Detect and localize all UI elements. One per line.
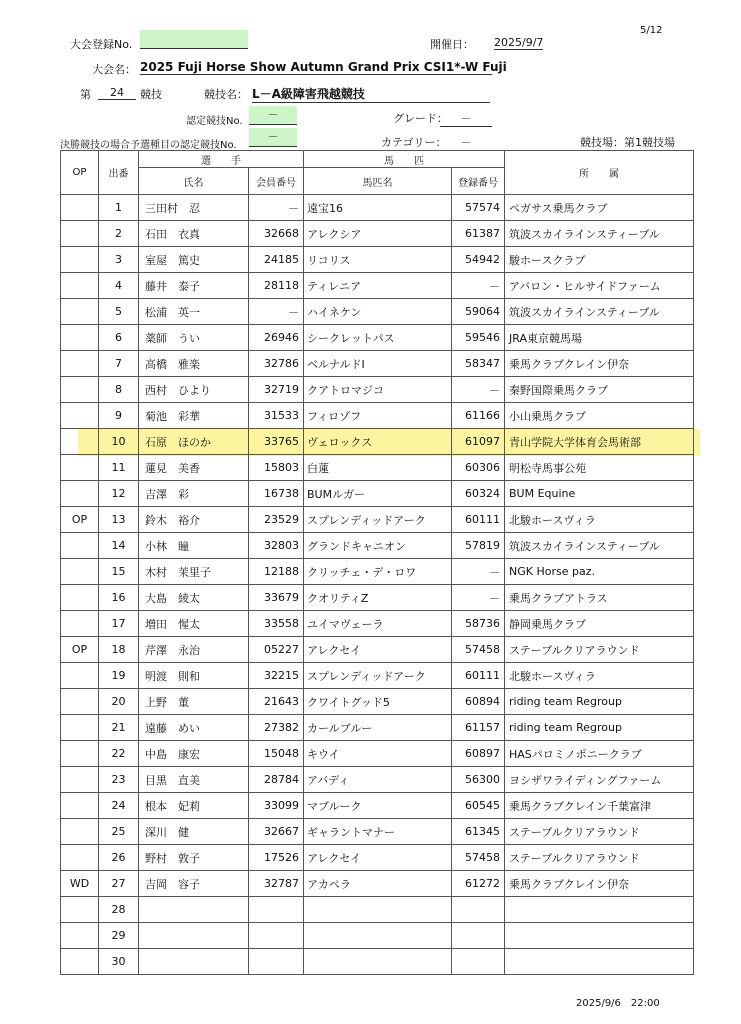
horse-name-cell: スプレンディッドアーク	[304, 663, 452, 689]
rider-name-cell: 三田村 忍	[139, 195, 249, 221]
op-cell	[61, 689, 99, 715]
rider-name-cell: 高橋 雅楽	[139, 351, 249, 377]
reg-no-cell	[452, 949, 505, 975]
affiliation-cell: 小山乗馬クラブ	[505, 403, 694, 429]
final-label: 決勝競技の場合予選種目の認定競技No.	[60, 140, 237, 151]
reg-no-cell: 60324	[452, 481, 505, 507]
competition-prefix: 第	[80, 88, 91, 101]
horse-name-cell: ティレニア	[304, 273, 452, 299]
rider-name-cell: 石田 衣真	[139, 221, 249, 247]
table-row	[61, 273, 694, 299]
horse-name-cell: アレクセイ	[304, 845, 452, 871]
certified-field[interactable]: －	[249, 106, 297, 125]
op-cell	[61, 559, 99, 585]
order-cell: 26	[99, 845, 139, 871]
rider-name-cell: 木村 茉里子	[139, 559, 249, 585]
horse-name-cell: 遠宝16	[304, 195, 452, 221]
op-cell: WD	[61, 871, 99, 897]
order-cell: 10	[99, 429, 139, 455]
member-no-cell: 16738	[249, 481, 304, 507]
category-value: －	[440, 134, 492, 151]
order-cell: 16	[99, 585, 139, 611]
grade-value: －	[440, 110, 492, 127]
rider-name-cell: 藤井 泰子	[139, 273, 249, 299]
horse-name-cell: フィロゾフ	[304, 403, 452, 429]
table-row	[61, 559, 694, 585]
order-cell: 27	[99, 871, 139, 897]
order-cell: 18	[99, 637, 139, 663]
member-no-cell: 33099	[249, 793, 304, 819]
footer-timestamp: 2025/9/6 22:00	[576, 998, 660, 1009]
horse-name-cell: 白蓮	[304, 455, 452, 481]
horse-name-cell: アカペラ	[304, 871, 452, 897]
member-no-cell: 24185	[249, 247, 304, 273]
order-cell: 29	[99, 923, 139, 949]
member-no-cell: 17526	[249, 845, 304, 871]
member-no-cell: 32787	[249, 871, 304, 897]
op-cell	[61, 949, 99, 975]
op-cell	[61, 767, 99, 793]
affiliation-cell	[505, 949, 694, 975]
table-row	[61, 377, 694, 403]
reg-no-cell	[452, 923, 505, 949]
horse-name-cell	[304, 897, 452, 923]
affiliation-cell: NGK Horse paz.	[505, 559, 694, 585]
reg-no-cell: 61387	[452, 221, 505, 247]
op-cell	[61, 715, 99, 741]
rider-name-cell	[139, 897, 249, 923]
order-cell: 25	[99, 819, 139, 845]
member-no-cell: 33558	[249, 611, 304, 637]
member-no-cell: 15048	[249, 741, 304, 767]
table-row	[61, 429, 694, 455]
rider-name-cell: 中島 康宏	[139, 741, 249, 767]
table-row	[61, 325, 694, 351]
horse-name-cell: クリッチェ・デ・ロワ	[304, 559, 452, 585]
table-row	[61, 455, 694, 481]
op-cell: OP	[61, 507, 99, 533]
affiliation-cell: 駿ホースクラブ	[505, 247, 694, 273]
rider-name-cell: 吉澤 彩	[139, 481, 249, 507]
order-cell: 14	[99, 533, 139, 559]
table-row	[61, 403, 694, 429]
reg-no-cell: 60111	[452, 663, 505, 689]
category-label: カテゴリー：	[381, 136, 447, 149]
horse-name-cell: グランドキャニオン	[304, 533, 452, 559]
horse-name-cell: ヴェロックス	[304, 429, 452, 455]
horse-name-cell: スプレンディッドアーク	[304, 507, 452, 533]
horse-name-cell: キウイ	[304, 741, 452, 767]
op-cell	[61, 533, 99, 559]
order-cell: 6	[99, 325, 139, 351]
reg-no-cell: 60897	[452, 741, 505, 767]
op-cell	[61, 299, 99, 325]
horse-name-cell: クアトロマジコ	[304, 377, 452, 403]
member-no-cell: －	[249, 195, 304, 221]
member-no-cell: 28784	[249, 767, 304, 793]
header-member-no: 会員番号	[249, 168, 304, 195]
member-no-cell: 28118	[249, 273, 304, 299]
table-row	[61, 611, 694, 637]
table-row	[61, 351, 694, 377]
order-cell: 12	[99, 481, 139, 507]
member-no-cell: 32667	[249, 819, 304, 845]
reg-no-cell: 58736	[452, 611, 505, 637]
reg-no-cell: 56300	[452, 767, 505, 793]
competition-suffix: 競技	[140, 88, 162, 101]
member-no-cell: 32803	[249, 533, 304, 559]
table-row	[61, 481, 694, 507]
rider-name-cell: 野村 敦子	[139, 845, 249, 871]
member-no-cell	[249, 949, 304, 975]
reg-no-cell: －	[452, 559, 505, 585]
order-cell: 20	[99, 689, 139, 715]
op-cell	[61, 793, 99, 819]
rider-name-cell: 明渡 則和	[139, 663, 249, 689]
order-cell: 5	[99, 299, 139, 325]
event-label: 大会名：	[92, 63, 136, 76]
rider-name-cell	[139, 923, 249, 949]
reg-no-cell: －	[452, 377, 505, 403]
order-cell: 4	[99, 273, 139, 299]
header-horse-name: 馬匹名	[304, 168, 452, 195]
table-row	[61, 793, 694, 819]
table-row	[61, 741, 694, 767]
order-cell: 24	[99, 793, 139, 819]
table-row	[61, 533, 694, 559]
affiliation-cell: 筑波スカイラインスティーブル	[505, 299, 694, 325]
table-row	[61, 299, 694, 325]
registration-field[interactable]	[140, 30, 248, 49]
rider-name-cell: 芹澤 永治	[139, 637, 249, 663]
order-cell: 28	[99, 897, 139, 923]
reg-no-cell: 54942	[452, 247, 505, 273]
reg-no-cell: 57574	[452, 195, 505, 221]
affiliation-cell: ステーブルクリアラウンド	[505, 819, 694, 845]
rider-name-cell: 石原 ほのか	[139, 429, 249, 455]
rider-name-cell: 増田 惺太	[139, 611, 249, 637]
reg-no-cell: －	[452, 585, 505, 611]
table-row	[61, 663, 694, 689]
op-cell	[61, 221, 99, 247]
horse-name-cell: アレクセイ	[304, 637, 452, 663]
reg-no-cell	[452, 897, 505, 923]
order-cell: 19	[99, 663, 139, 689]
member-no-cell: 12188	[249, 559, 304, 585]
member-no-cell: 32215	[249, 663, 304, 689]
op-cell	[61, 351, 99, 377]
header-horse-group: 馬 匹	[304, 151, 505, 168]
order-cell: 30	[99, 949, 139, 975]
horse-name-cell: ハイネケン	[304, 299, 452, 325]
affiliation-cell: JRA東京競馬場	[505, 325, 694, 351]
reg-no-cell: 61272	[452, 871, 505, 897]
table-row	[61, 507, 694, 533]
header-op: OP	[61, 151, 99, 195]
rider-name-cell: 鈴木 裕介	[139, 507, 249, 533]
order-cell: 21	[99, 715, 139, 741]
affiliation-cell: riding team Regroup	[505, 689, 694, 715]
affiliation-cell: 乗馬クラブクレイン伊奈	[505, 351, 694, 377]
member-no-cell: 15803	[249, 455, 304, 481]
page-number: 5/12	[640, 25, 663, 36]
horse-name-cell: BUMルガー	[304, 481, 452, 507]
op-cell	[61, 923, 99, 949]
table-row	[61, 715, 694, 741]
affiliation-cell: 筑波スカイラインスティーブル	[505, 221, 694, 247]
order-cell: 3	[99, 247, 139, 273]
reg-no-cell: 57458	[452, 637, 505, 663]
order-cell: 15	[99, 559, 139, 585]
table-row	[61, 689, 694, 715]
op-cell	[61, 429, 99, 455]
member-no-cell: 32719	[249, 377, 304, 403]
horse-name-cell: ギャラントマナー	[304, 819, 452, 845]
date-value: 2025/9/7	[494, 36, 544, 49]
reg-no-cell: 61157	[452, 715, 505, 741]
reg-no-cell: 59064	[452, 299, 505, 325]
rider-name-cell: 小林 瞳	[139, 533, 249, 559]
rider-name-cell: 薬師 うい	[139, 325, 249, 351]
op-cell	[61, 611, 99, 637]
op-cell	[61, 325, 99, 351]
op-cell	[61, 741, 99, 767]
member-no-cell: 33679	[249, 585, 304, 611]
rider-name-cell: 西村 ひより	[139, 377, 249, 403]
header-rider-group: 選 手	[139, 151, 304, 168]
reg-no-cell: 60306	[452, 455, 505, 481]
rider-name-cell: 目黒 直美	[139, 767, 249, 793]
op-cell: OP	[61, 637, 99, 663]
table-row	[61, 949, 694, 975]
table-row	[61, 767, 694, 793]
op-cell	[61, 247, 99, 273]
rider-name-cell: 吉岡 容子	[139, 871, 249, 897]
order-cell: 13	[99, 507, 139, 533]
table-row	[61, 897, 694, 923]
reg-no-cell: 60545	[452, 793, 505, 819]
affiliation-cell: 北駿ホースヴィラ	[505, 507, 694, 533]
horse-name-cell: カールブルー	[304, 715, 452, 741]
affiliation-cell: 乗馬クラブクレイン伊奈	[505, 871, 694, 897]
horse-name-cell: シークレットパス	[304, 325, 452, 351]
table-row	[61, 247, 694, 273]
affiliation-cell: 乗馬クラブクレイン千葉富津	[505, 793, 694, 819]
horse-name-cell: アレクシア	[304, 221, 452, 247]
certified-label: 認定競技No.	[186, 116, 243, 127]
member-no-cell: 21643	[249, 689, 304, 715]
affiliation-cell: riding team Regroup	[505, 715, 694, 741]
table-row	[61, 195, 694, 221]
order-cell: 9	[99, 403, 139, 429]
reg-no-cell: 61166	[452, 403, 505, 429]
arena: 競技場：第1競技場	[580, 136, 675, 149]
horse-name-cell: マブルーク	[304, 793, 452, 819]
rider-name-cell: 遠藤 めい	[139, 715, 249, 741]
table-row	[61, 819, 694, 845]
op-cell	[61, 195, 99, 221]
order-cell: 23	[99, 767, 139, 793]
horse-name-cell	[304, 923, 452, 949]
reg-no-cell: 57819	[452, 533, 505, 559]
op-cell	[61, 377, 99, 403]
reg-no-cell: 60111	[452, 507, 505, 533]
member-no-cell: 23529	[249, 507, 304, 533]
affiliation-cell: 明松寺馬事公苑	[505, 455, 694, 481]
table-row	[61, 871, 694, 897]
competition-number: 24	[98, 86, 136, 100]
event-name: 2025 Fuji Horse Show Autumn Grand Prix CSI1*-W Fuji	[140, 60, 507, 74]
op-cell	[61, 897, 99, 923]
affiliation-cell	[505, 897, 694, 923]
affiliation-cell: ステーブルクリアラウンド	[505, 845, 694, 871]
rider-name-cell: 大島 綾太	[139, 585, 249, 611]
horse-name-cell	[304, 949, 452, 975]
affiliation-cell: ステーブルクリアラウンド	[505, 637, 694, 663]
op-cell	[61, 819, 99, 845]
rider-name-cell: 室屋 篤史	[139, 247, 249, 273]
affiliation-cell: HASパロミノポニークラブ	[505, 741, 694, 767]
affiliation-cell: BUM Equine	[505, 481, 694, 507]
op-cell	[61, 455, 99, 481]
horse-name-cell: ユイマヴェーラ	[304, 611, 452, 637]
rider-name-cell: 上野 董	[139, 689, 249, 715]
member-no-cell: 32786	[249, 351, 304, 377]
affiliation-cell	[505, 923, 694, 949]
op-cell	[61, 845, 99, 871]
horse-name-cell: アバディ	[304, 767, 452, 793]
order-cell: 11	[99, 455, 139, 481]
order-cell: 22	[99, 741, 139, 767]
grade-label: グレード：	[393, 112, 448, 125]
member-no-cell: 33765	[249, 429, 304, 455]
op-cell	[61, 481, 99, 507]
date-label: 開催日：	[430, 38, 474, 51]
affiliation-cell: 静岡乗馬クラブ	[505, 611, 694, 637]
header-rider-name: 氏名	[139, 168, 249, 195]
registration-label: 大会登録No.	[70, 38, 133, 51]
affiliation-cell: 北駿ホースヴィラ	[505, 663, 694, 689]
affiliation-cell: ペガサス乗馬クラブ	[505, 195, 694, 221]
affiliation-cell: アバロン・ヒルサイドファーム	[505, 273, 694, 299]
horse-name-cell: ベルナルドI	[304, 351, 452, 377]
table-row	[61, 923, 694, 949]
rider-name-cell: 深川 健	[139, 819, 249, 845]
reg-no-cell: －	[452, 273, 505, 299]
order-cell: 1	[99, 195, 139, 221]
member-no-cell: －	[249, 299, 304, 325]
rider-name-cell: 菊池 彩華	[139, 403, 249, 429]
competition-name: L－A級障害飛越競技	[252, 85, 490, 103]
op-cell	[61, 585, 99, 611]
order-cell: 7	[99, 351, 139, 377]
reg-no-cell: 60894	[452, 689, 505, 715]
rider-name-cell: 根本 妃莉	[139, 793, 249, 819]
reg-no-cell: 58347	[452, 351, 505, 377]
horse-name-cell: リコリス	[304, 247, 452, 273]
header-reg-no: 登録番号	[452, 168, 505, 195]
member-no-cell	[249, 923, 304, 949]
reg-no-cell: 61097	[452, 429, 505, 455]
member-no-cell: 32668	[249, 221, 304, 247]
op-cell	[61, 663, 99, 689]
reg-no-cell: 59546	[452, 325, 505, 351]
member-no-cell	[249, 897, 304, 923]
op-cell	[61, 403, 99, 429]
rider-name-cell	[139, 949, 249, 975]
member-no-cell: 26946	[249, 325, 304, 351]
horse-name-cell: クオリティZ	[304, 585, 452, 611]
op-cell	[61, 273, 99, 299]
affiliation-cell: 筑波スカイラインスティーブル	[505, 533, 694, 559]
affiliation-cell: 秦野国際乗馬クラブ	[505, 377, 694, 403]
affiliation-cell: ヨシザワライディングファーム	[505, 767, 694, 793]
order-cell: 8	[99, 377, 139, 403]
table-row	[61, 585, 694, 611]
affiliation-cell: 青山学院大学体育会馬術部	[505, 429, 694, 455]
table-row	[61, 845, 694, 871]
member-no-cell: 05227	[249, 637, 304, 663]
reg-no-cell: 57458	[452, 845, 505, 871]
competition-name-label: 競技名：	[204, 88, 248, 101]
entries-table	[60, 150, 694, 975]
reg-no-cell: 61345	[452, 819, 505, 845]
header-order: 出番	[99, 151, 139, 195]
order-cell: 17	[99, 611, 139, 637]
header-affiliation: 所 属	[505, 151, 694, 195]
rider-name-cell: 蓮見 美香	[139, 455, 249, 481]
affiliation-cell: 乗馬クラブアトラス	[505, 585, 694, 611]
member-no-cell: 31533	[249, 403, 304, 429]
table-row	[61, 637, 694, 663]
table-row	[61, 221, 694, 247]
member-no-cell: 27382	[249, 715, 304, 741]
final-field[interactable]: －	[249, 128, 297, 147]
rider-name-cell: 松浦 英一	[139, 299, 249, 325]
horse-name-cell: クワイトグッド5	[304, 689, 452, 715]
order-cell: 2	[99, 221, 139, 247]
